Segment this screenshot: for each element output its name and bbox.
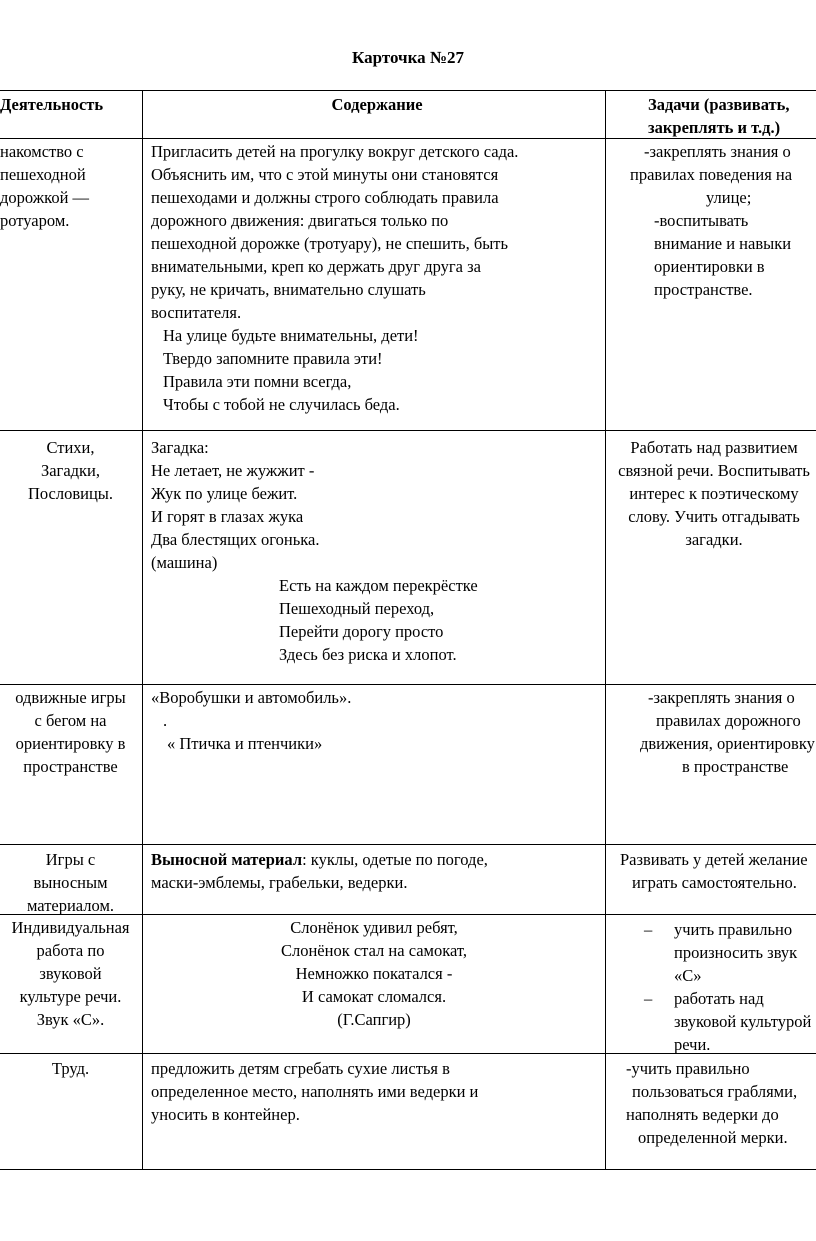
row-divider [0, 430, 816, 431]
game-sparrows-car: «Воробушки и автомобиль». [151, 688, 352, 707]
row2-tasks: Работать над развитием связной речи. Воспитывать интерес к поэтическому слову. Учить отгадывать загадки. [618, 438, 810, 549]
header-activity: Деятельность [0, 95, 104, 114]
row5-content: Слонёнок удивил ребят, Слонёнок стал на самокат, Немножко покатался - И самокат сломался. (Г.Сапгир) [280, 918, 467, 1029]
row4-content: Выносной материал: куклы, одетые по погоде, маски-эмблемы, грабельки, ведерки. [151, 850, 488, 892]
row5-tasks [606, 918, 816, 1056]
outdoor-material-label: Выносной материал [151, 850, 303, 869]
row2-activity: Стихи, Загадки, Пословицы. [27, 438, 114, 503]
row2-content [151, 436, 603, 666]
row4-tasks: Развивать у детей желание играть самостоятельно. [620, 850, 808, 892]
row2-verse: Есть на каждом перекрёстке Пешеходный переход, Перейти дорогу просто Здесь без риска и хлопот. [279, 576, 478, 664]
page-title: Карточка №27 [352, 48, 464, 67]
row3-content: «Воробушки и автомобиль». . « Птичка и птенчики» [151, 686, 603, 755]
dash-bullet: – [644, 989, 653, 1008]
dash-bullet: – [644, 920, 653, 939]
header-content: Содержание [331, 95, 423, 114]
row1-tasks: -закреплять знания о правилах поведения на улице; -воспитывать внимание и навыки ориентировки в пространстве. [630, 142, 793, 299]
row6-tasks: -учить правильно пользоваться граблями, наполнять ведерки до определенной мерки. [626, 1059, 798, 1147]
row1-content: Пригласить детей на прогулку вокруг детского сада. Объяснить им, что с этой минуты они становятся пешеходами и должны строго соблюдать правила дорожного движения: двигаться только по пешеходной дорожке (тротуару), не спешить, быть внимательными, креп ко держать друг друга за руку, не кричать, внимательно слушать воспитателя. На улице будьте внимательны, дети! Твердо запомните правила эти! Правила эти помни всегда, Чтобы с тобой не случилась беда. [151, 140, 603, 416]
row-divider [0, 684, 816, 685]
row2-riddle: Загадка: Не летает, не жужжит - Жук по улице бежит. И горят в глазах жука Два блестящих огонька. (машина) [151, 438, 320, 572]
row1-activity: накомство с пешеходной дорожкой — ротуаром. [0, 142, 90, 230]
task-list-item: – учить правильно произносить звук «С» [644, 920, 798, 985]
row4-activity: Игры с выносным материалом. [26, 850, 115, 915]
row6-activity: Труд. [51, 1059, 90, 1078]
row3-activity: одвижные игры с бегом на ориентировку в пространстве [15, 688, 126, 776]
row-divider [0, 90, 816, 91]
row5-activity: Индивидуальная работа по звуковой культуре речи. Звук «С». [11, 918, 130, 1029]
row-divider [0, 844, 816, 845]
row3-tasks: -закреплять знания о правилах дорожного движения, ориентировку в пространстве [640, 688, 815, 776]
row-divider [0, 1169, 816, 1170]
task-list-item: – работать над звуковой культурой речи. [644, 989, 812, 1054]
row1-poem: На улице будьте внимательны, дети! Твердо запомните правила эти! Правила эти помни всегда, Чтобы с тобой не случилась беда. [163, 326, 419, 414]
row6-content: предложить детям сгребать сухие листья в определенное место, наполнять ими ведерки и уносить в контейнер. [151, 1059, 479, 1124]
game-bird-chicks: « Птичка и птенчики» [167, 734, 323, 753]
header-tasks: Задачи (развивать, закреплять и т.д.) [648, 95, 790, 137]
